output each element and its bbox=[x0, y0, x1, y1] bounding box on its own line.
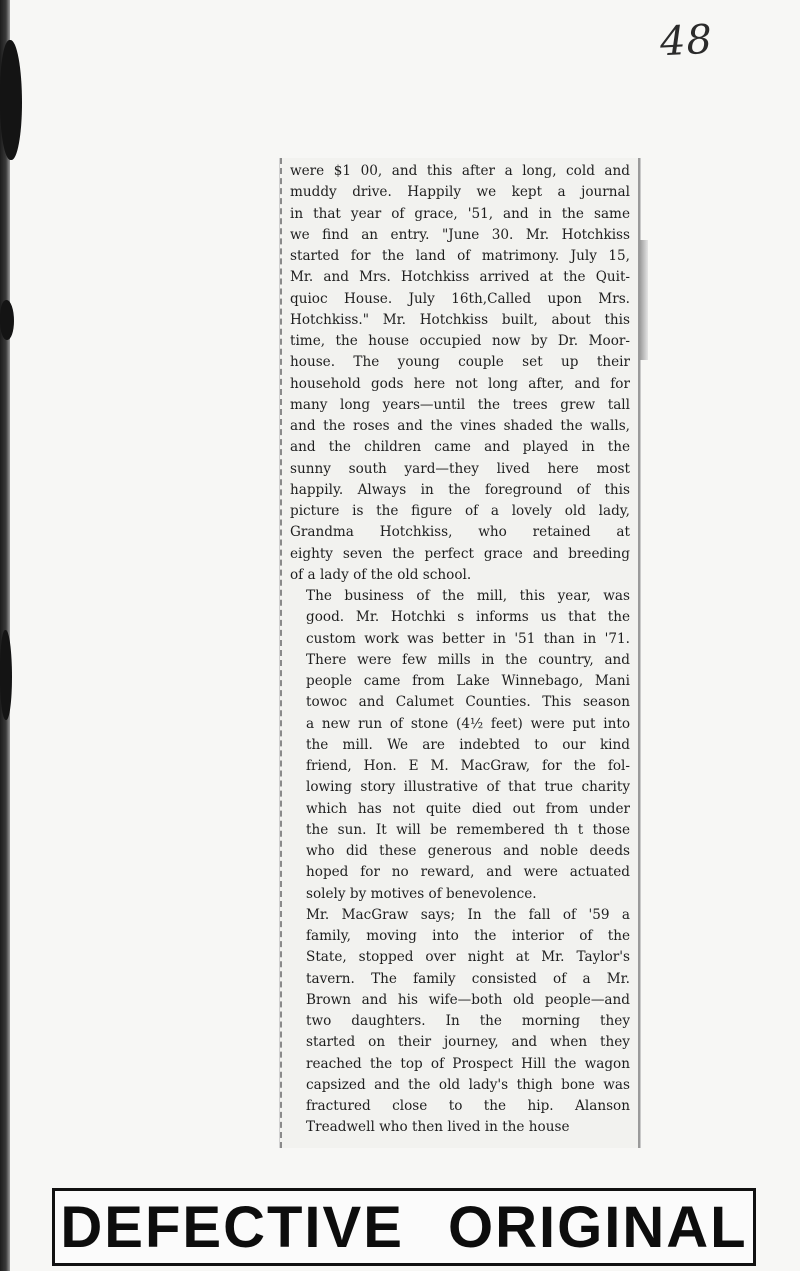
article-line: sunny south yard—they lived here most bbox=[290, 460, 630, 477]
clipping-shadow bbox=[640, 240, 648, 360]
article-line: the sun. It will be remembered th t those bbox=[306, 821, 630, 838]
article-line: and the roses and the vines shaded the walls, bbox=[290, 418, 630, 434]
article-line: household gods here not long after, and for bbox=[290, 375, 630, 392]
article-line: time, the house occupied now by Dr. Moor- bbox=[290, 333, 630, 349]
article-line: house. The young couple set up their bbox=[290, 354, 630, 371]
article-line: friend, Hon. E M. MacGraw, for the fol- bbox=[306, 758, 630, 774]
article-line: muddy drive. Happily we kept a journal bbox=[290, 184, 630, 201]
stamp-text: DEFECTIVE ORIGINAL bbox=[60, 1194, 748, 1260]
article-line: two daughters. In the morning they bbox=[306, 1013, 630, 1029]
article-line: good. Mr. Hotchki s informs us that the bbox=[306, 609, 630, 626]
defective-original-stamp bbox=[52, 1188, 756, 1266]
article-line: started for the land of matrimony. July 15, bbox=[290, 248, 630, 264]
scan-blot bbox=[0, 630, 12, 720]
article-line: solely by motives of benevolence. bbox=[306, 885, 537, 902]
article-line: tavern. The family consisted of a Mr. bbox=[306, 970, 630, 987]
article-line: a new run of stone (4½ feet) were put into bbox=[306, 715, 630, 732]
article-line: happily. Always in the foreground of this bbox=[290, 481, 630, 498]
article-line: Mr. and Mrs. Hotchkiss arrived at the Quit- bbox=[290, 269, 630, 286]
article-line: eighty seven the perfect grace and breeding bbox=[290, 545, 630, 562]
article-line: of a lady of the old school. bbox=[290, 566, 472, 583]
article-text bbox=[290, 161, 630, 1139]
article-line: capsized and the old lady's thigh bone was bbox=[306, 1076, 630, 1093]
scan-blot bbox=[0, 40, 22, 160]
article-paragraph-1 bbox=[290, 161, 630, 586]
article-line: we find an entry. "June 30. Mr. Hotchkiss bbox=[290, 226, 630, 243]
article-line: Brown and his wife—both old people—and bbox=[306, 991, 630, 1008]
article-line: fractured close to the hip. Alanson bbox=[306, 1098, 630, 1114]
article-line: which has not quite died out from under bbox=[306, 800, 630, 817]
article-line: picture is the figure of a lovely old lady, bbox=[290, 503, 630, 519]
article-line: started on their journey, and when they bbox=[306, 1034, 630, 1051]
article-line: There were few mills in the country, and bbox=[306, 651, 630, 668]
article-line: custom work was better in '51 than in '71. bbox=[306, 630, 630, 647]
article-line: many long years—until the trees grew tall bbox=[290, 396, 630, 413]
article-line: were $1 00, and this after a long, cold and bbox=[290, 163, 630, 179]
article-line: towoc and Calumet Counties. This season bbox=[306, 694, 630, 711]
article-line: reached the top of Prospect Hill the wagon bbox=[306, 1055, 630, 1072]
article-line: who did these generous and noble deeds bbox=[306, 843, 630, 859]
article-line: family, moving into the interior of the bbox=[306, 928, 630, 944]
article-line: people came from Lake Winnebago, Mani bbox=[306, 673, 630, 689]
article-line: Mr. MacGraw says; In the fall of '59 a bbox=[306, 906, 630, 923]
article-line: Grandma Hotchkiss, who retained at bbox=[290, 524, 630, 541]
article-line: the mill. We are indebted to our kind bbox=[306, 736, 630, 753]
handwritten-page-number: 48 bbox=[658, 16, 715, 66]
article-paragraph-3 bbox=[290, 905, 630, 1139]
article-line: State, stopped over night at Mr. Taylor's bbox=[306, 949, 630, 966]
article-line: lowing story illustrative of that true charity bbox=[306, 779, 630, 796]
article-line: Treadwell who then lived in the house bbox=[306, 1119, 570, 1136]
article-line: and the children came and played in the bbox=[290, 439, 630, 456]
article-line: quioc House. July 16th,Called upon Mrs. bbox=[290, 290, 630, 307]
scan-blot bbox=[0, 300, 14, 340]
article-line: in that year of grace, '51, and in the same bbox=[290, 205, 630, 222]
article-line: The business of the mill, this year, was bbox=[306, 588, 630, 604]
article-line: Hotchkiss." Mr. Hotchkiss built, about this bbox=[290, 311, 630, 328]
article-paragraph-2 bbox=[290, 586, 630, 905]
article-line: hoped for no reward, and were actuated bbox=[306, 864, 630, 881]
